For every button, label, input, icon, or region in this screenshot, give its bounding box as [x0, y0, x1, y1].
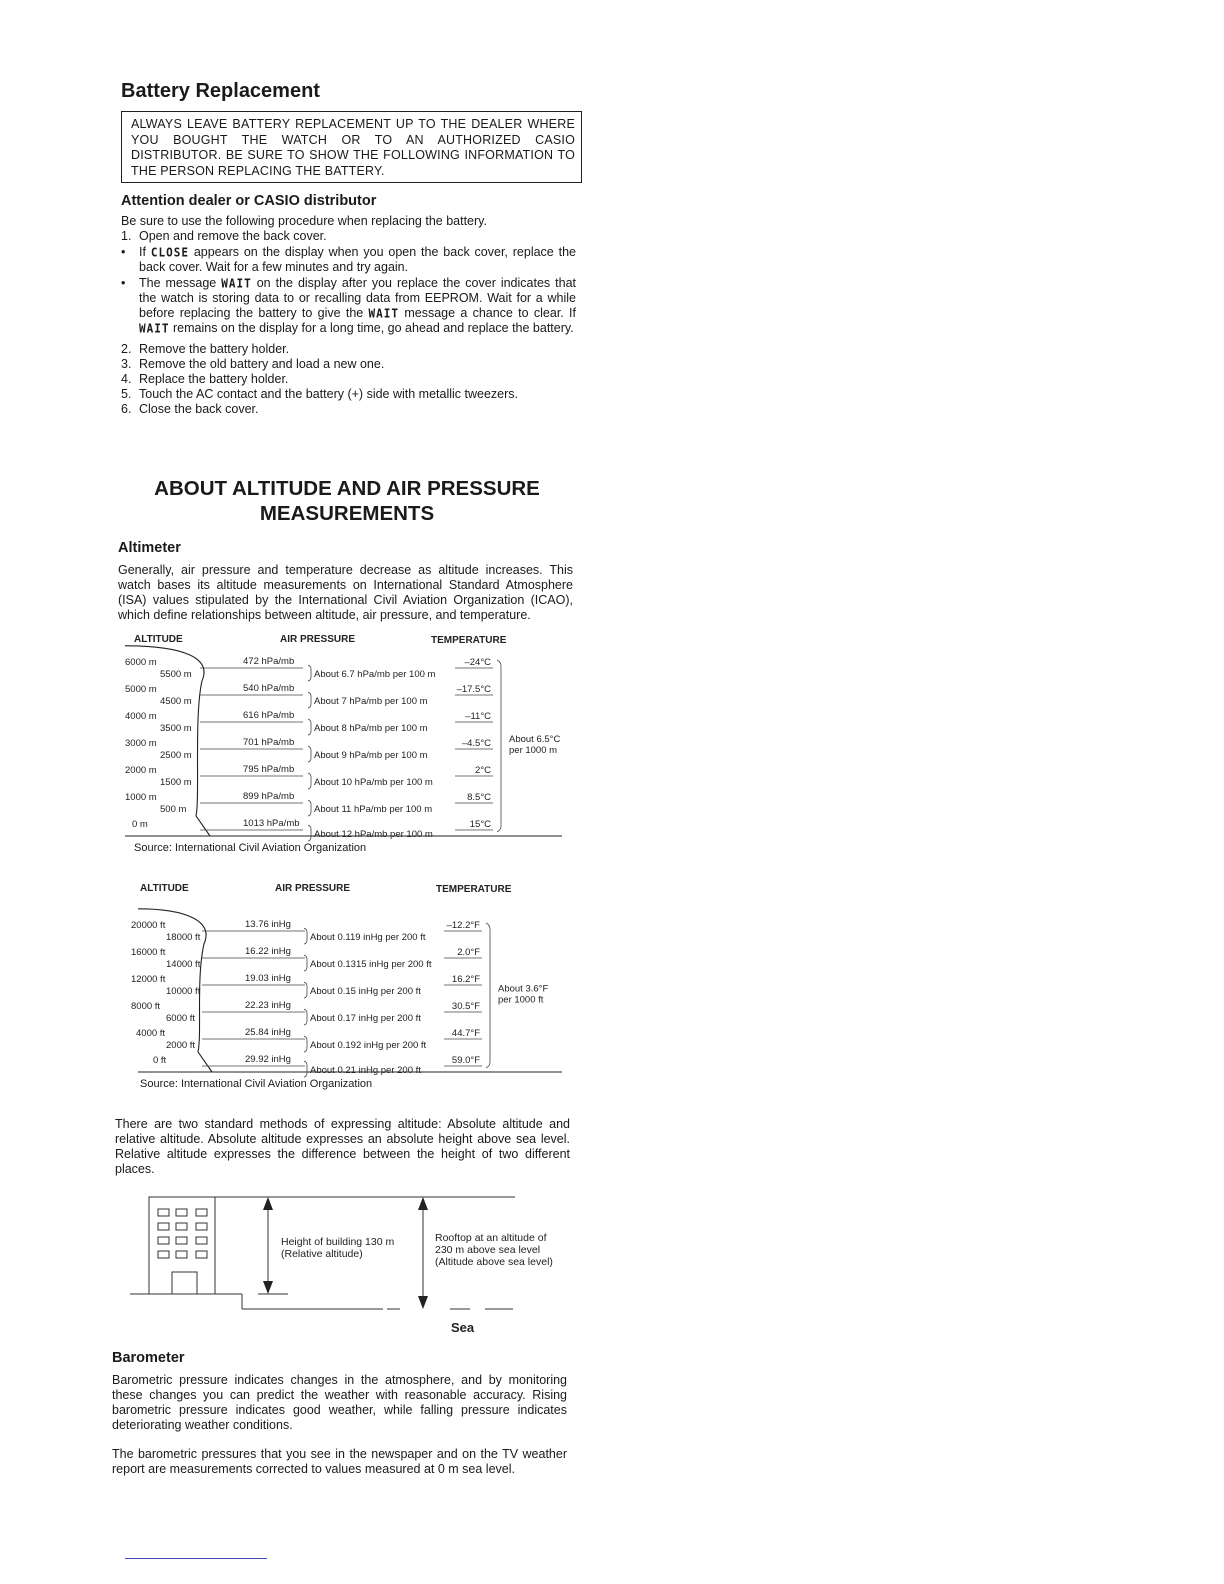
rate-bracket — [308, 773, 311, 789]
pressure-label: 540 hPa/mb — [243, 683, 295, 694]
sea-label: Sea — [451, 1320, 475, 1335]
svg-text:230 m above sea level: 230 m above sea level — [435, 1244, 541, 1256]
step-1: 1. Open and remove the back cover. — [121, 229, 327, 243]
temperature-label: 15°C — [469, 819, 491, 830]
rate-label: About 0.119 inHg per 200 ft — [310, 932, 426, 944]
pressure-label: 899 hPa/mb — [243, 791, 295, 802]
altitude-label: 5000 m — [125, 684, 157, 695]
altitude-label: 16000 ft — [131, 947, 166, 958]
wait-segment-display: WAIT — [139, 321, 170, 336]
pressure-label: 19.03 inHg — [245, 973, 291, 984]
mid-altitude-label: 10000 ft — [166, 985, 201, 997]
header-pressure: AIR PRESSURE — [275, 883, 351, 894]
rate-bracket — [308, 719, 311, 735]
mid-altitude-label: 18000 ft — [166, 931, 201, 943]
altitude-label: 6000 m — [125, 657, 157, 668]
mid-altitude-label: 2500 m — [160, 749, 192, 761]
step-4: 4. Replace the battery holder. — [121, 372, 289, 386]
pressure-label: 13.76 inHg — [245, 919, 291, 930]
rate-bracket — [304, 1009, 307, 1025]
mid-altitude-label: 14000 ft — [166, 958, 201, 970]
relative-altitude-label: Height of building 130 m — [281, 1236, 395, 1248]
rate-bracket — [304, 955, 307, 971]
rate-bracket — [304, 928, 307, 944]
wait-segment-display: WAIT — [368, 306, 400, 321]
header-pressure: AIR PRESSURE — [280, 634, 356, 645]
header-temperature: TEMPERATURE — [431, 635, 507, 646]
pressure-label: 29.92 inHg — [245, 1054, 291, 1065]
imperial-altitude-table — [110, 877, 580, 1077]
building-altitude-diagram — [125, 1192, 553, 1337]
rate-bracket — [304, 1061, 307, 1077]
step-2: 2. Remove the battery holder. — [121, 342, 290, 356]
altitude-label: 0 m — [132, 819, 148, 830]
rate-label: About 0.17 inHg per 200 ft — [310, 1013, 421, 1025]
step-list — [121, 342, 576, 417]
altimeter-heading: Altimeter — [118, 540, 181, 556]
temperature-label: 16.2°F — [451, 974, 480, 985]
svg-text:(Relative altitude): (Relative altitude) — [281, 1248, 363, 1260]
bullet-wait: • The message WAIT on the display after you replace the cover indicates that the watch is storing data to or recalling data from EEPROM. Wait for a while before replacing the battery to give the WAIT message a chance to clear. If WAIT remains on the display for a long time, go ahead and replace the battery. — [121, 276, 576, 336]
rate-label: About 8 hPa/mb per 100 m — [314, 723, 428, 735]
barometer-para-1: Barometric pressure indicates changes in the atmosphere, and by monitoring these changes you can predict the weather with reasonable accuracy. Rising barometric pressure indicates good weather, while falling pressure indicates deteriorating weather conditions. — [112, 1373, 567, 1432]
mid-altitude-label: 3500 m — [160, 722, 192, 734]
rate-label: About 11 hPa/mb per 100 m — [314, 804, 433, 816]
procedure-block — [121, 214, 576, 417]
altitude-label: 0 ft — [153, 1055, 167, 1066]
rate-label: About 9 hPa/mb per 100 m — [314, 750, 428, 762]
svg-text:(Altitude above sea level): (Altitude above sea level) — [435, 1256, 553, 1268]
procedure-intro: Be sure to use the following procedure when replacing the battery. — [121, 214, 487, 228]
altitude-label: 8000 ft — [131, 1001, 161, 1012]
rate-label: About 7 hPa/mb per 100 m — [314, 696, 428, 708]
lapse-rate-label: About 3.6°F — [498, 983, 549, 995]
mid-altitude-label: 500 m — [160, 803, 187, 815]
about-title: ABOUT ALTITUDE AND AIR PRESSURE MEASUREMENTS — [154, 477, 540, 525]
rate-bracket — [308, 825, 311, 841]
altitude-label: 3000 m — [125, 738, 157, 749]
altitude-label: 2000 m — [125, 765, 157, 776]
altitude-label: 4000 m — [125, 711, 157, 722]
temperature-label: 2°C — [475, 765, 491, 776]
temperature-label: –17.5°C — [456, 684, 491, 695]
step-6: 6. Close the back cover. — [121, 402, 259, 416]
altitude-label: 20000 ft — [131, 920, 166, 931]
barometer-heading: Barometer — [112, 1350, 185, 1366]
temperature-label: –11°C — [465, 711, 491, 722]
building-door — [172, 1272, 197, 1294]
step-5: 5. Touch the AC contact and the battery (+) side with metallic tweezers. — [121, 387, 519, 401]
altitude-label: 1000 m — [125, 792, 157, 803]
pressure-label: 701 hPa/mb — [243, 737, 295, 748]
rate-label: About 12 hPa/mb per 100 m — [314, 829, 433, 841]
rate-label: About 6.7 hPa/mb per 100 m — [314, 669, 436, 681]
barometer-para-2: The barometric pressures that you see in the newspaper and on the TV weather report are measurements corrected to values measured at 0 m sea level. — [112, 1447, 567, 1476]
lapse-bracket — [486, 923, 490, 1068]
rate-label: About 10 hPa/mb per 100 m — [314, 777, 433, 789]
altitude-label: 4000 ft — [136, 1028, 166, 1039]
altimeter-text: Generally, air pressure and temperature decrease as altitude increases. This watch bases its altitude measurements on International Standard Atmosphere (ISA) values stipulated by the International Civil Aviation Organization (ICAO), which define relationships between altitude, air pressure, and temperature. — [118, 563, 573, 622]
temperature-label: –12.2°F — [446, 920, 480, 931]
imperial-source: Source: International Civil Aviation Organization — [140, 1078, 373, 1090]
metric-altitude-table — [110, 628, 580, 863]
pressure-label: 22.23 inHg — [245, 1000, 291, 1011]
close-segment-display: CLOSE — [150, 245, 189, 260]
rate-bracket — [308, 746, 311, 762]
pressure-label: 1013 hPa/mb — [243, 818, 300, 829]
lapse-rate-label: per 1000 ft — [498, 994, 544, 1006]
altitude-label: 12000 ft — [131, 974, 166, 985]
building-windows — [158, 1209, 207, 1258]
footnote-rule — [125, 1558, 267, 1559]
pressure-label: 616 hPa/mb — [243, 710, 295, 721]
wait-segment-display: WAIT — [221, 276, 252, 291]
battery-title: Battery Replacement — [121, 80, 320, 102]
pressure-label: 795 hPa/mb — [243, 764, 295, 775]
header-altitude: ALTITUDE — [140, 883, 189, 894]
rate-bracket — [304, 982, 307, 998]
bullet-close: • If CLOSE appears on the display when you open the back cover, replace the back cover. Wait for a few minutes and try again. — [121, 245, 576, 274]
rate-label: About 0.1315 inHg per 200 ft — [310, 959, 432, 971]
lapse-rate-label: per 1000 m — [509, 745, 558, 756]
lapse-rate-label: About 6.5°C — [509, 734, 561, 745]
temperature-label: –4.5°C — [461, 738, 491, 749]
pressure-label: 472 hPa/mb — [243, 656, 295, 667]
mid-altitude-label: 5500 m — [160, 668, 192, 680]
lapse-bracket — [497, 660, 501, 832]
mid-altitude-label: 2000 ft — [166, 1039, 196, 1051]
temperature-label: 59.0°F — [451, 1055, 480, 1066]
battery-warning-box: ALWAYS LEAVE BATTERY REPLACEMENT UP TO THE DEALER WHERE YOU BOUGHT THE WATCH OR TO AN AUTHORIZED CASIO DISTRIBUTOR. BE SURE TO SHOW THE FOLLOWING INFORMATION TO THE PERSON REPLACING THE BATTERY. — [121, 111, 582, 183]
header-temperature: TEMPERATURE — [436, 884, 512, 895]
mid-altitude-label: 6000 ft — [166, 1012, 196, 1024]
rate-bracket — [308, 800, 311, 816]
temperature-label: 8.5°C — [467, 792, 491, 803]
temperature-label: 44.7°F — [451, 1028, 480, 1039]
building — [149, 1197, 215, 1294]
pressure-label: 25.84 inHg — [245, 1027, 291, 1038]
temperature-label: 2.0°F — [457, 947, 480, 958]
rate-label: About 0.15 inHg per 200 ft — [310, 986, 421, 998]
temperature-label: 30.5°F — [451, 1001, 480, 1012]
rate-label: About 0.21 inHg per 200 ft — [310, 1065, 421, 1077]
step-3: 3. Remove the old battery and load a new one. — [121, 357, 385, 371]
dealer-subtitle: Attention dealer or CASIO distributor — [121, 193, 377, 209]
mid-altitude-label: 4500 m — [160, 695, 192, 707]
rate-label: About 0.192 inHg per 200 ft — [310, 1040, 427, 1052]
rate-bracket — [308, 692, 311, 708]
pressure-label: 16.22 inHg — [245, 946, 291, 957]
temperature-label: –24°C — [464, 657, 491, 668]
rate-bracket — [304, 1036, 307, 1052]
absolute-altitude-label: Rooftop at an altitude of — [435, 1232, 547, 1244]
metric-source: Source: International Civil Aviation Organization — [134, 842, 367, 854]
methods-text: There are two standard methods of expressing altitude: Absolute altitude and relative altitude. Absolute altitude expresses an absolute height above sea level. Relative altitude expresses the difference between the height of two different places. — [115, 1117, 570, 1176]
header-altitude: ALTITUDE — [134, 634, 183, 645]
mid-altitude-label: 1500 m — [160, 776, 192, 788]
rate-bracket — [308, 665, 311, 681]
